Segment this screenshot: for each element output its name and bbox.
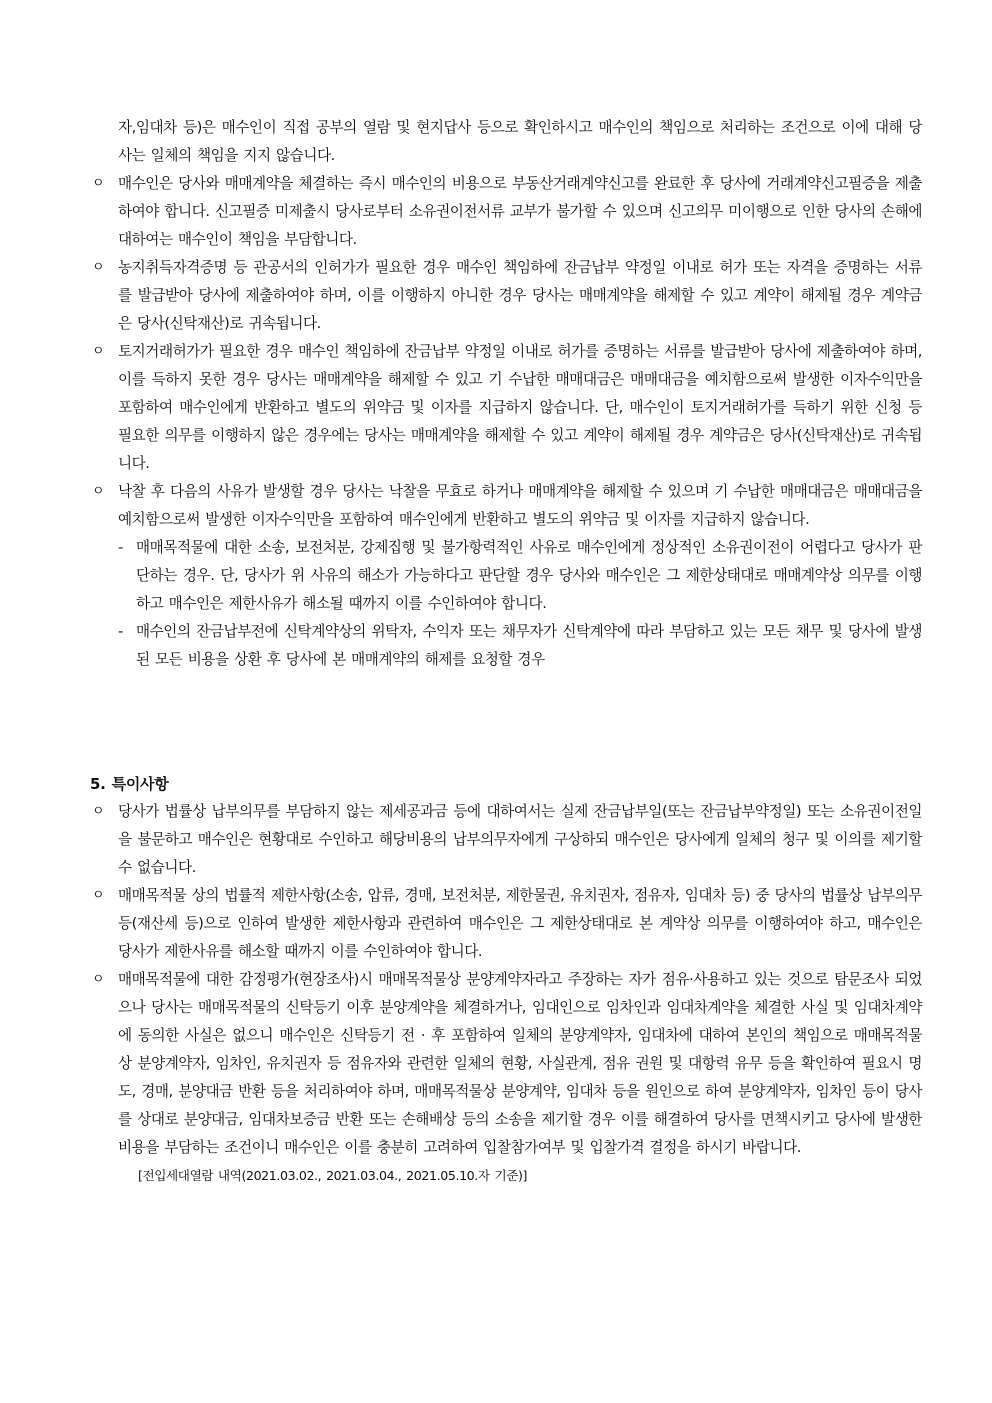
bullet-circle-icon: ㅇ bbox=[92, 804, 105, 819]
list-item bbox=[90, 966, 922, 1162]
resident-record-note: [전입세대열람 내역(2021.03.02., 2021.03.04., 2021.05.10.자 기준)] bbox=[138, 1168, 528, 1183]
list-item bbox=[90, 254, 922, 338]
sub-list-item bbox=[90, 618, 922, 674]
dash-icon: - bbox=[118, 539, 123, 556]
item-text: 매매목적물 상의 법률적 제한사항(소송, 압류, 경매, 보전처분, 제한물권, 유치권자, 점유자, 임대차 등) 중 당사의 법률상 납부의무 등(재산세 등)으로 인하여 발생한 제한사항과 관련하여 매수인은 그 제한상태대로 본 계약상 의무를 이행하여야 하고, 매수인은 당사가 제한사유를 해소할 때까지 이를 수인하여야 합니다. bbox=[118, 887, 922, 960]
section-special-notes bbox=[90, 770, 922, 1190]
item-text: 농지취득자격증명 등 관공서의 인허가가 필요한 경우 매수인 책임하에 잔금납부 약정일 이내로 허가 또는 자격을 증명하는 서류를 발급받아 당사에 제출하여야 하며, 이를 이행하지 아니한 경우 당사는 매매계약을 해제할 수 있고 계약이 해제될 경우 계약금은 당사(신탁재산)로 귀속됩니다. bbox=[118, 259, 922, 332]
terms-continued-block bbox=[90, 114, 922, 674]
bullet-circle-icon: ㅇ bbox=[92, 176, 105, 191]
sub-list-item bbox=[90, 534, 922, 618]
list-item bbox=[90, 338, 922, 478]
item-text: 토지거래허가가 필요한 경우 매수인 책임하에 잔금납부 약정일 이내로 허가를 증명하는 서류를 발급받아 당사에 제출하여야 하며, 이를 득하지 못한 경우 당사는 매매계약을 해제할 수 있고 기 수납한 매매대금은 매매대금을 예치함으로써 발생한 이자수익만을 포함하여 매수인에게 반환하고 별도의 위약금 및 이자를 지급하지 않습니다. 단, 매수인이 토지거래허가를 득하기 위한 신청 등 필요한 의무를 이행하지 않은 경우에는 당사는 매매계약을 해제할 수 있고 계약이 해제될 경우 계약금은 당사(신탁재산)로 귀속됩니다. bbox=[118, 343, 922, 472]
bullet-circle-icon: ㅇ bbox=[92, 888, 105, 903]
bullet-circle-icon: ㅇ bbox=[92, 344, 105, 359]
item-text: 매매목적물에 대한 감정평가(현장조사)시 매매목적물상 분양계약자라고 주장하는 자가 점유·사용하고 있는 것으로 탐문조사 되었으나 당사는 매매목적물의 신탁등기 이후 분양계약을 체결하거나, 임대인으로 임차인과 임대차계약을 체결한 사실 및 임대차계약에 동의한 사실은 없으니 매수인은 신탁등기 전 · 후 포함하여 일체의 분양계약자, 임대차에 대하여 본인의 책임으로 매매목적물상 분양계약자, 임차인, 유치권자 등 점유자와 관련한 일체의 현황, 사실관계, 점유 권원 및 대항력 유무 등을 확인하여 필요시 명도, 경매, 분양대금 반환 등을 처리하여야 하며, 매매목적물상 분양계약, 임대차 등을 원인으로 하여 분양계약자, 임차인 등이 당사를 상대로 분양대금, 임대차보증금 반환 또는 손해배상 등의 소송을 제기할 경우 이를 해결하여 당사를 면책시키고 당사에 발생한 비용을 부담하는 조건이니 매수인은 이를 충분히 고려하여 입찰참가여부 및 입찰가격 결정을 하시기 바랍니다. bbox=[118, 971, 922, 1156]
sub-item-text: 매수인의 잔금납부전에 신탁계약상의 위탁자, 수익자 또는 채무자가 신탁계약에 따라 부담하고 있는 모든 채무 및 당사에 발생된 모든 비용을 상환 후 당사에 본 매매계약의 해제를 요청할 경우 bbox=[136, 623, 922, 668]
item-text: 낙찰 후 다음의 사유가 발생할 경우 당사는 낙찰을 무효로 하거나 매매계약을 해제할 수 있으며 기 수납한 매매대금은 매매대금을 예치함으로써 발생한 이자수익만을 포함하여 매수인에게 반환하고 별도의 위약금 및 이자를 지급하지 않습니다. bbox=[118, 483, 922, 528]
item-text: 매수인은 당사와 매매계약을 체결하는 즉시 매수인의 비용으로 부동산거래계약신고를 완료한 후 당사에 거래계약신고필증을 제출하여야 합니다. 신고필증 미제출시 당사로부터 소유권이전서류 교부가 불가할 수 있으며 신고의무 미이행으로 인한 당사의 손해에 대하여는 매수인이 책임을 부담합니다. bbox=[118, 175, 923, 248]
bullet-circle-icon: ㅇ bbox=[92, 260, 105, 275]
item-text: 당사가 법률상 납부의무를 부담하지 않는 제세공과금 등에 대하여서는 실제 잔금납부일(또는 잔금납부약정일) 또는 소유권이전일을 불문하고 매수인은 현황대로 수인하고 해당비용의 납부의무자에게 구상하되 매수인은 당사에게 일체의 청구 및 이의를 제기할 수 없습니다. bbox=[118, 803, 922, 876]
dash-icon: - bbox=[118, 623, 123, 640]
list-item bbox=[90, 798, 922, 882]
list-item bbox=[90, 882, 922, 966]
list-item bbox=[90, 170, 922, 254]
intro-continuation-text: 자,임대차 등)은 매수인이 직접 공부의 열람 및 현지답사 등으로 확인하시고 매수인의 책임으로 처리하는 조건으로 이에 대해 당사는 일체의 책임을 지지 않습니다. bbox=[118, 119, 922, 164]
list-item bbox=[90, 478, 922, 534]
sub-item-text: 매매목적물에 대한 소송, 보전처분, 강제집행 및 불가항력적인 사유로 매수인에게 정상적인 소유권이전이 어렵다고 당사가 판단하는 경우. 단, 당사가 위 사유의 해소가 가능하다고 판단할 경우 당사와 매수인은 그 제한상태대로 매매계약상 의무를 이행하고 매수인은 제한사유가 해소될 때까지 이를 수인하여야 합니다. bbox=[136, 539, 922, 612]
section-heading: 5. 특이사항 bbox=[90, 775, 169, 793]
bullet-circle-icon: ㅇ bbox=[92, 972, 105, 987]
bullet-circle-icon: ㅇ bbox=[92, 484, 105, 499]
